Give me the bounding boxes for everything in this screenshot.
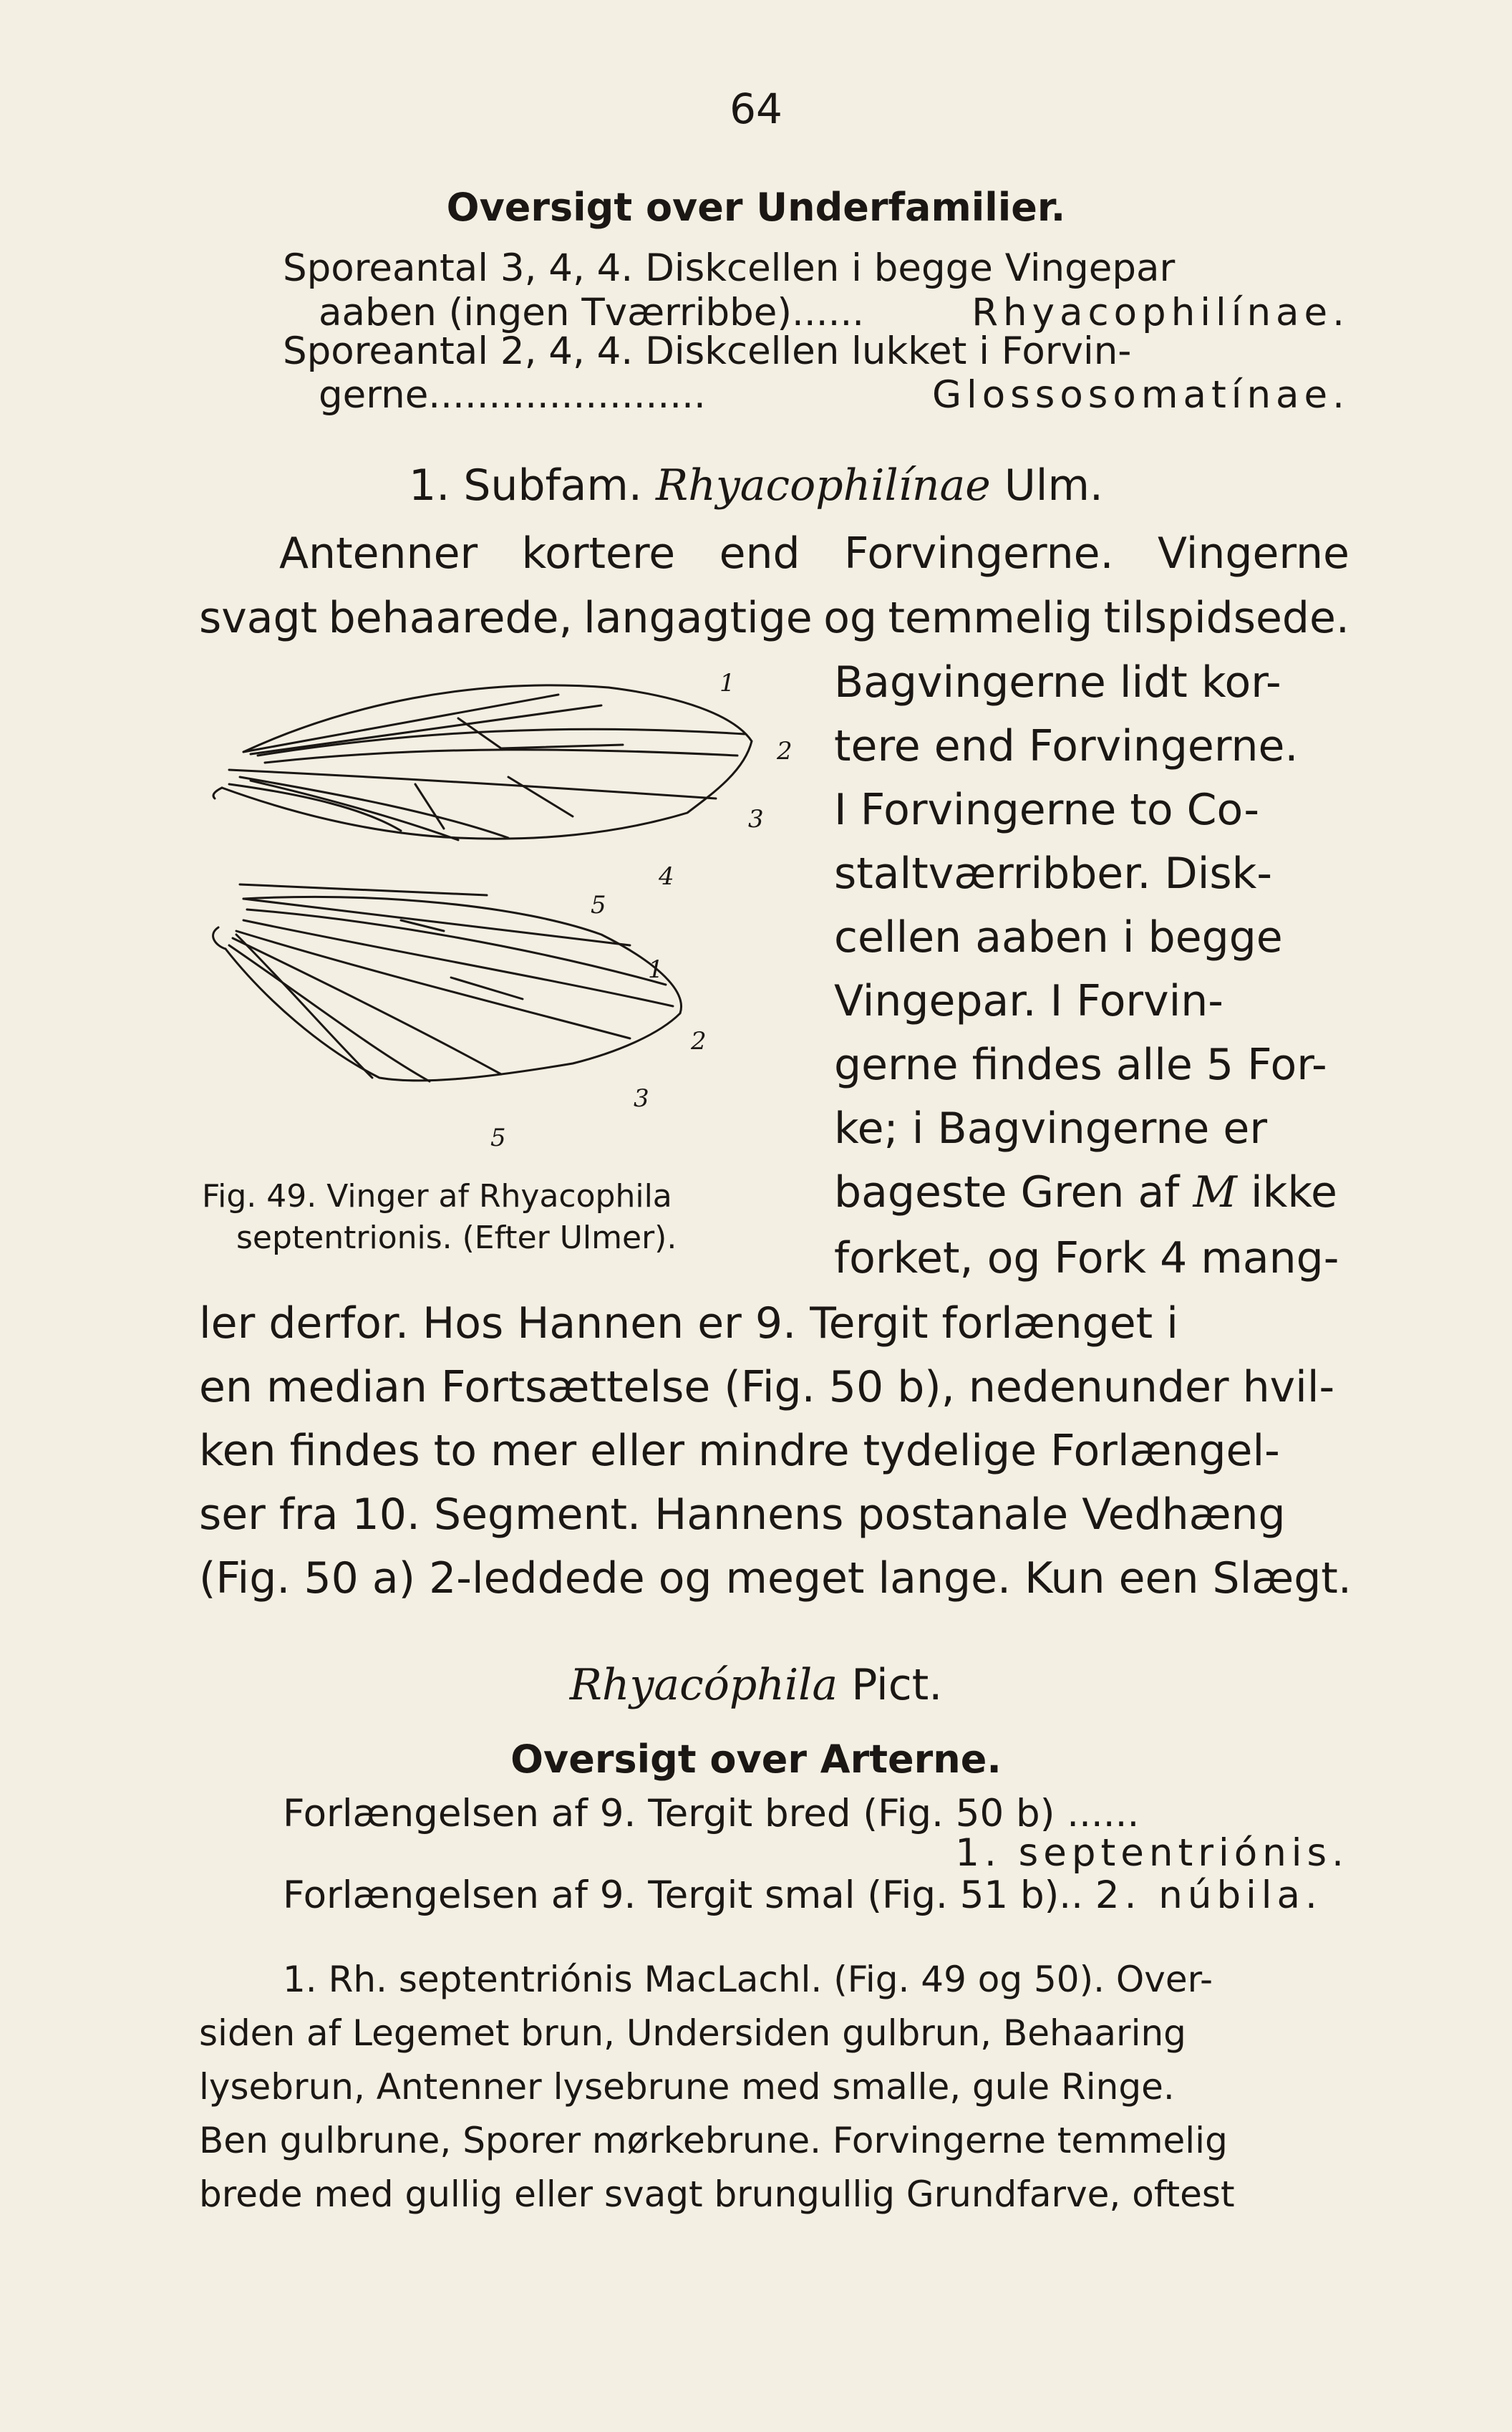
key-line-4 <box>319 375 1349 415</box>
para1-bottom-1: ler derfor. Hos Hannen er 9. Tergit forlænget i <box>199 1298 1178 1348</box>
key-line-2-name: Rhyacophilínae. <box>971 291 1349 334</box>
genus-author: Pict. <box>851 1660 943 1710</box>
desc-line-2: siden af Legemet brun, Undersiden gulbrun, Behaaring <box>199 2012 1186 2054</box>
figure-caption-line-2: septentrionis. (Efter Ulmer). <box>236 1220 677 1256</box>
fore-label-4: 4 <box>659 862 674 891</box>
side-line-9-after: ikke <box>1250 1167 1337 1217</box>
species-key-line-3 <box>283 1873 1322 1917</box>
side-line-8: ke; i Bagvingerne er <box>834 1104 1267 1154</box>
side-line-1: Bagvingerne lidt kor- <box>834 657 1281 708</box>
species-key-line-1: Forlængelsen af 9. Tergit bred (Fig. 50 b) ...... <box>283 1792 1140 1835</box>
key-line-2-text: aaben (ingen Tværribbe)...... <box>319 291 865 334</box>
word: tilspidsede. <box>1103 593 1349 643</box>
side-line-5: cellen aaben i begge <box>834 912 1283 962</box>
fore-label-2: 2 <box>777 737 793 766</box>
fore-label-1: 1 <box>719 669 735 698</box>
word: Vingerne <box>1157 529 1349 579</box>
genus-name: Rhyacóphila <box>569 1660 838 1710</box>
hindwing-drawing <box>213 884 682 1081</box>
key-line-4-name: Glossosomatínae. <box>931 373 1349 417</box>
word: langagtige <box>583 593 813 643</box>
word: temmelig <box>888 593 1093 643</box>
side-line-9-italic: M <box>1193 1167 1237 1217</box>
desc-line-1: 1. Rh. septentriónis MacLachl. (Fig. 49 og 50). Over- <box>283 1959 1213 2000</box>
figure-caption-line-1: Fig. 49. Vinger af Rhyacophila <box>202 1178 672 1215</box>
species-key-line-3-text: Forlængelsen af 9. Tergit smal (Fig. 51 b).. <box>283 1873 1095 1917</box>
subfamily-title <box>0 460 1512 511</box>
word: og <box>823 593 878 643</box>
para1-line-1-inner <box>279 529 1349 579</box>
forewing-drawing <box>213 685 752 840</box>
key-line-4-text: gerne....................... <box>319 373 706 417</box>
section-heading: Oversigt over Underfamilier. <box>446 185 1066 230</box>
wing-figure <box>200 662 802 1164</box>
desc-line-5: brede med gullig eller svagt brungullig Grundfarve, oftest <box>199 2173 1235 2215</box>
para1-bottom-2: en median Fortsættelse (Fig. 50 b), nedenunder hvil- <box>199 1362 1335 1412</box>
para1-bottom-5: (Fig. 50 a) 2-leddede og meget lange. Kun een Slægt. <box>199 1553 1352 1603</box>
side-line-6: Vingepar. I Forvin- <box>834 976 1223 1026</box>
para1-bottom-4: ser fra 10. Segment. Hannens postanale Vedhæng <box>199 1490 1286 1540</box>
side-line-9-before: bageste Gren af <box>834 1167 1180 1217</box>
key-line-3: Sporeantal 2, 4, 4. Diskcellen lukket i Forvin- <box>283 329 1132 373</box>
word: svagt <box>199 593 318 643</box>
species-heading: Oversigt over Arterne. <box>510 1737 1002 1782</box>
genus-title <box>0 1660 1512 1710</box>
fore-label-3: 3 <box>748 805 764 834</box>
species-key-line-2: 1. septentriónis. <box>955 1831 1349 1875</box>
hind-label-5: 5 <box>490 1124 506 1152</box>
subfamily-name: Rhyacophilínae <box>656 460 991 511</box>
subfamily-prefix: 1. Subfam. <box>409 460 642 511</box>
word: kortere <box>521 529 676 579</box>
fore-label-5: 5 <box>591 891 606 920</box>
side-line-7: gerne findes alle 5 For- <box>834 1040 1327 1090</box>
word: Forvingerne. <box>844 529 1114 579</box>
desc-line-3: lysebrun, Antenner lysebrune med smalle, gule Ringe. <box>199 2066 1175 2108</box>
side-line-9 <box>834 1167 1337 1217</box>
key-line-2 <box>319 293 1349 333</box>
hind-label-1: 1 <box>648 955 664 984</box>
key-line-1: Sporeantal 3, 4, 4. Diskcellen i begge Vingepar <box>283 246 1176 290</box>
word: end <box>719 529 800 579</box>
word: Antenner <box>279 529 478 579</box>
hind-label-2: 2 <box>691 1027 707 1056</box>
side-line-4: staltværribber. Disk- <box>834 849 1273 899</box>
subfamily-author: Ulm. <box>1004 460 1103 511</box>
para1-line-2-inner <box>199 593 1349 643</box>
species-key-line-3-name: 2. núbila. <box>1095 1873 1322 1917</box>
word: behaarede, <box>328 593 573 643</box>
side-line-10: forket, og Fork 4 mang- <box>834 1233 1339 1283</box>
para1-bottom-3: ken findes to mer eller mindre tydelige Forlængel- <box>199 1426 1280 1476</box>
para1-line-1 <box>279 529 1349 579</box>
para1-line-2 <box>199 593 1349 643</box>
desc-line-4: Ben gulbrune, Sporer mørkebrune. Forvingerne temmelig <box>199 2120 1228 2161</box>
side-line-3: I Forvingerne to Co- <box>834 785 1260 835</box>
page-number: 64 <box>730 85 782 133</box>
vein-labels <box>490 669 793 1152</box>
hind-label-3: 3 <box>634 1084 649 1113</box>
side-line-2: tere end Forvingerne. <box>834 721 1299 771</box>
